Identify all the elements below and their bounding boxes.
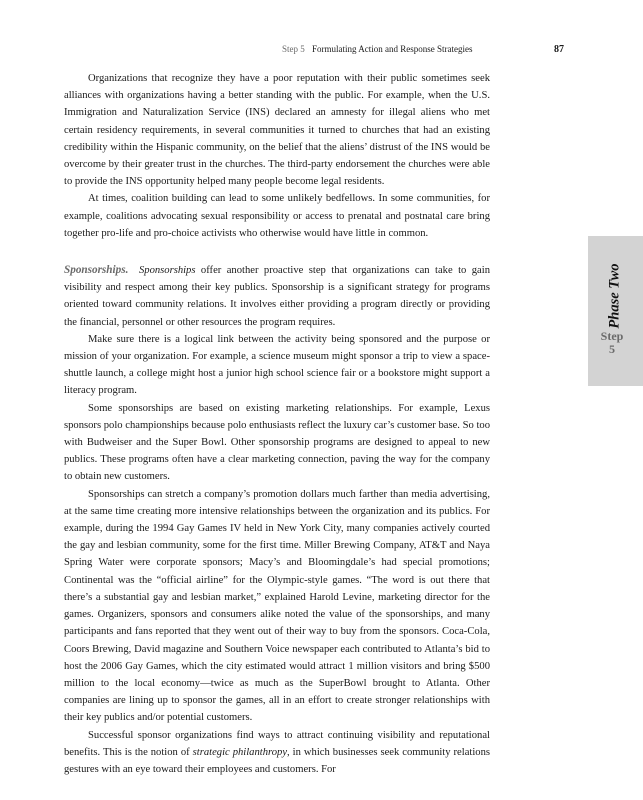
paragraph-logical-link: Make sure there is a logical link between the activity being sponsored and the purpose or mission of your organization. For example, a science museum might sponsor a trip to view a space-shuttle launch, a college might host a junior high school science fair or a bookstore might support a literacy program.: [64, 333, 490, 397]
running-head: [0, 44, 643, 60]
running-head-title: Formulating Action and Response Strategies: [312, 44, 473, 54]
phase-label: Phase Two: [606, 263, 623, 329]
paragraph-marketing: Some sponsorships are based on existing marketing relationships. For example, Lexus sponsors polo championships because polo enthusiasts reflect the luxury car’s customer base. So too with Budweiser and the Super Bowl. Other sponsorship programs are designed to appeal to new publics. These programs often have a clear marketing connection, paving the way for the company to obtain new customers.: [64, 402, 490, 483]
philanthropy-text-start: Successful sponsor organizations find ways to attract continuing visibility and reputational benefits. This is the notion of: [64, 729, 490, 758]
body-text: [64, 70, 490, 778]
section-heading-sponsorships: Sponsorships.: [64, 264, 129, 277]
step-label: [592, 330, 632, 356]
sponsorships-intro-text: offer another proactive step that organizations can take to gain visibility and respect among their key publics. Sponsorship is a significant strategy for programs oriented toward community relations. It involves either providing a program directly or providing the financial, personnel or other resources the program requires.: [64, 265, 490, 328]
step-word: Step: [600, 329, 624, 343]
phase-side-tab: [588, 236, 643, 386]
paragraph-sponsorships-intro: [64, 262, 490, 331]
philanthropy-text-end: , in which businesses seek community relations gestures with an eye toward their employees and customers. For: [64, 746, 491, 775]
running-head-step: Step 5: [282, 44, 305, 54]
paragraph-alliances: Organizations that recognize they have a poor reputation with their public sometimes seek alliances with organizations having a better standing with the public. For example, when the U.S. Immigration and Naturalization Service (INS) declared an amnesty for illegal aliens who met certain residency requirements, in several communities it turned to churches that had an existing credibility within the Hispanic community, on the belief that the aliens’ distrust of the INS would be overcome by their greater trust in the churches. The third-party endorsement the churches were able to provide the INS opportunity helped many people become legal residents.: [64, 73, 490, 188]
paragraph-coalitions: At times, coalition building can lead to some unlikely bedfellows. In some communities, for example, coalitions advocating sexual responsibility or access to prenatal and postnatal care bring together pro-life and pro-choice activists who otherwise would have little in common.: [64, 193, 490, 239]
step-number: 5: [609, 342, 615, 356]
page-number: 87: [554, 44, 564, 55]
paragraph-strategic-philanthropy: [64, 727, 490, 779]
philanthropy-term: strategic philanthropy: [192, 746, 288, 758]
paragraph-gay-games: Sponsorships can stretch a company’s promotion dollars much farther than media advertising, at the same time creating more intensive relationships between the organization and its publics. For example, during the 1994 Gay Games IV held in New York City, many companies actively courted the gay and lesbian community, some for the first time. Miller Brewing Company, AT&T and Naya Spring Water were corporate sponsors; Macy’s and Bloomingdale’s had special promotions; Continental was the “official airline” for the Olympic-style games. “The word is out there that there’s a substantial gay and lesbian market,” explained Harold Levine, marketing director for the games. Organizers, sponsors and consumers alike noted the value of the sponsorships, and many participants and fans reported that they went out of their way to buy from the sponsors. Coca-Cola, Coors Brewing, David magazine and Southern Voice newspaper each contributed to Atlanta’s bid to host the 2006 Gay Games, which the city estimated would attract 1 million visitors and bring $500 million to the local economy—twice as much as the SuperBowl brought to Atlanta. Other companies are lining up to sponsor the games, all in an effort to create stronger relationships with their key publics and/or potential customers.: [64, 488, 490, 724]
sponsorships-lead-term: Sponsorships: [138, 265, 196, 277]
